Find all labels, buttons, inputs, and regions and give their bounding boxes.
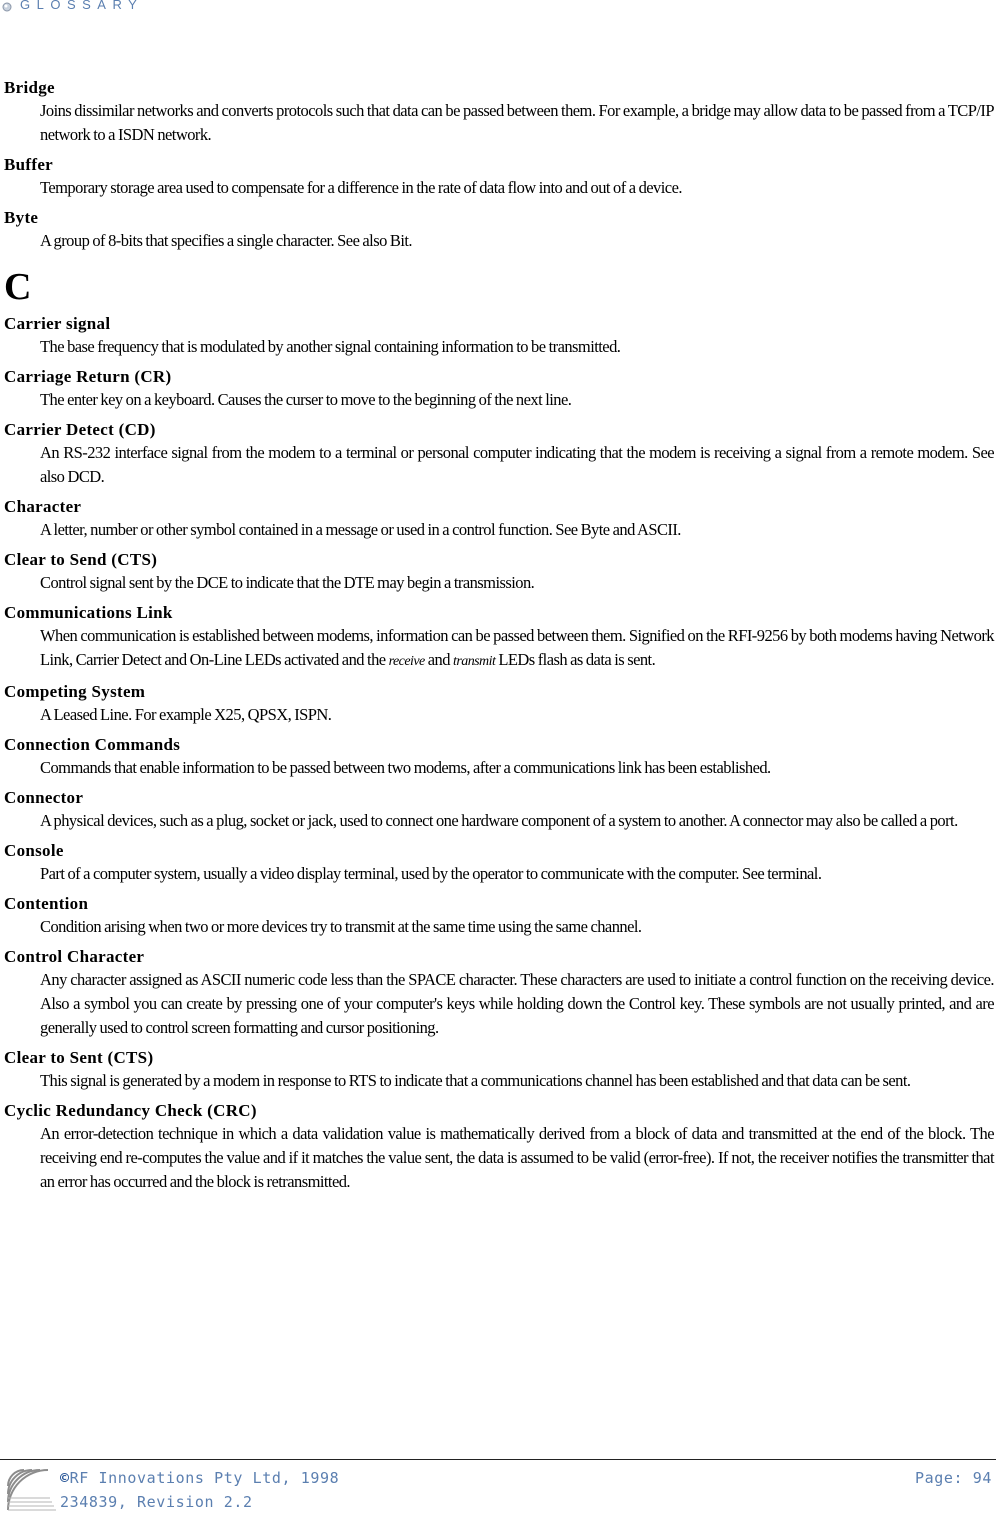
glossary-entry-console: [4, 840, 994, 886]
glossary-entry-carriage-return: [4, 366, 994, 412]
term: Console: [4, 841, 64, 860]
term: Carriage Return (CR): [4, 367, 172, 386]
definition: This signal is generated by a modem in response to RTS to indicate that a communications channel has been established and that data can be sent.: [40, 1071, 911, 1090]
glossary-entry-control-character: [4, 946, 994, 1040]
definition: Temporary storage area used to compensate for a difference in the rate of data flow into and out of a device.: [40, 178, 682, 197]
footer-company-info: [60, 1466, 339, 1514]
definition: A letter, number or other symbol contained in a message or used in a control function. See Byte and ASCII.: [40, 520, 681, 539]
term: Clear to Send (CTS): [4, 550, 158, 569]
definition-emphasis: receive: [388, 654, 425, 669]
page-header: [0, 0, 996, 20]
definition: An error-detection technique in which a data validation value is mathematically derived from a block of data and transmitted at the end of the block. The receiving end re-computes the value and if it matches the value sent, the data is assumed to be valid (error-free). If not, the receiver notifies the transmitter that an error has occurred and the block is retransmitted.: [40, 1124, 994, 1191]
glossary-entry-character: [4, 496, 994, 542]
term: Character: [4, 497, 82, 516]
term: Carrier Detect (CD): [4, 420, 156, 439]
definition-emphasis: transmit: [453, 654, 496, 669]
glossary-content: [4, 77, 994, 1201]
term: Buffer: [4, 155, 54, 174]
definition: Joins dissimilar networks and converts protocols such that data can be passed between them. For example, a bridge may allow data to be passed from a TCP/IP network to a ISDN network.: [40, 101, 994, 144]
definition: [40, 624, 994, 674]
glossary-entry-contention: [4, 893, 994, 939]
glossary-entry-carrier-signal: [4, 313, 994, 359]
glossary-entry-clear-to-sent: [4, 1047, 994, 1093]
page-number: Page: 94: [914, 1469, 992, 1487]
copyright-symbol: ©: [60, 1469, 70, 1487]
glossary-entry-buffer: [4, 154, 994, 200]
pushpin-icon: [2, 2, 12, 12]
term: Clear to Sent (CTS): [4, 1048, 154, 1067]
footer-copyright: [60, 1466, 339, 1490]
term: Contention: [4, 894, 89, 913]
term: Control Character: [4, 947, 145, 966]
glossary-entry-clear-to-send: [4, 549, 994, 595]
term: Byte: [4, 208, 39, 227]
company-logo-icon: [2, 1462, 58, 1514]
definition: The enter key on a keyboard. Causes the curser to move to the beginning of the next line.: [40, 390, 572, 409]
definition: Control signal sent by the DCE to indicate that the DTE may begin a transmission.: [40, 573, 535, 592]
definition: A physical devices, such as a plug, socket or jack, used to connect one hardware component of a system to another. A connector may also be called a port.: [40, 811, 958, 830]
definition: Part of a computer system, usually a video display terminal, used by the operator to communicate with the computer. See terminal.: [40, 864, 822, 883]
glossary-entry-competing-system: [4, 681, 994, 727]
document-number: 234839, Revision 2.2: [60, 1493, 253, 1511]
footer-divider: [0, 1459, 996, 1460]
glossary-entry-carrier-detect: [4, 419, 994, 489]
term: Carrier signal: [4, 314, 111, 333]
term: Competing System: [4, 682, 146, 701]
definition: The base frequency that is modulated by another signal containing information to be transmitted.: [40, 337, 621, 356]
company-name: RF Innovations Pty Ltd, 1998: [69, 1469, 340, 1487]
glossary-entry-communications-link: [4, 602, 994, 674]
term: Bridge: [4, 78, 55, 97]
definition-text: LEDs flash as data is sent.: [495, 650, 656, 669]
glossary-entry-crc: [4, 1100, 994, 1194]
glossary-entry-bridge: [4, 77, 994, 147]
definition: Commands that enable information to be passed between two modems, after a communications link has been established.: [40, 758, 771, 777]
glossary-entry-connection-commands: [4, 734, 994, 780]
definition: An RS-232 interface signal from the modem to a terminal or personal computer indicating that the modem is receiving a signal from a remote modem. See also DCD.: [40, 443, 994, 486]
term: Connection Commands: [4, 735, 181, 754]
section-letter-heading: C: [4, 266, 32, 308]
term: Cyclic Redundancy Check (CRC): [4, 1101, 257, 1120]
glossary-entry-connector: [4, 787, 994, 833]
term: Communications Link: [4, 603, 173, 622]
definition: Any character assigned as ASCII numeric code less than the SPACE character. These characters are used to initiate a control function on the receiving device. Also a symbol you can create by pressing one of your computer's keys while holding down the Control key. These symbols are not usually printed, and are generally used to control screen formatting and cursor positioning.: [40, 970, 994, 1037]
definition-text: and: [424, 650, 454, 669]
definition: Condition arising when two or more devices try to transmit at the same time using the same channel.: [40, 917, 642, 936]
term: Connector: [4, 788, 84, 807]
section-label: GLOSSARY: [20, 0, 144, 12]
definition-text: When communication is established between modems, information can be passed between them. Signified on the RFI-9256 by both modems having Network Link, Carrier Detect and On-Line LEDs activated and the: [40, 626, 994, 669]
glossary-entry-byte: [4, 207, 994, 253]
definition: A group of 8-bits that specifies a single character. See also Bit.: [40, 231, 412, 250]
definition: A Leased Line. For example X25, QPSX, ISPN.: [40, 705, 332, 724]
